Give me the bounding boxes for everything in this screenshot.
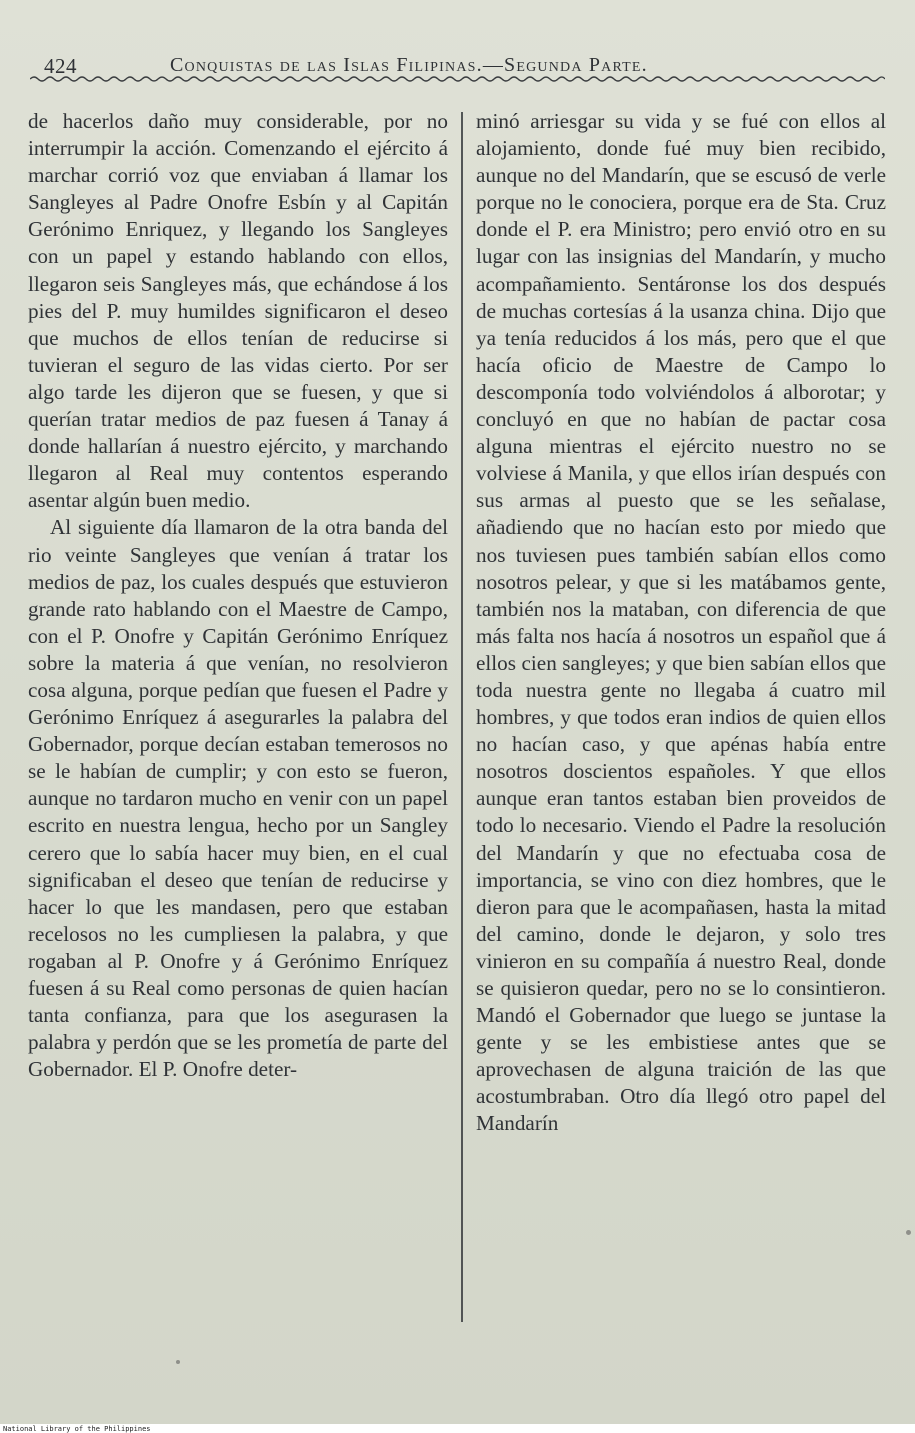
library-credit: National Library of the Philippines <box>3 1425 151 1433</box>
left-text-column <box>28 108 448 1083</box>
scan-speck <box>906 1230 911 1235</box>
page-number: 424 <box>44 54 77 78</box>
column-divider <box>461 112 463 1322</box>
running-title: Conquistas de las Islas Filipinas.—Segunda Parte. <box>170 54 648 76</box>
right-paragraph-1: minó arriesgar su vida y se fué con ellos al alojamiento, donde fué muy bien recibido, aunque no del Mandarín, que se escusó de verle porque no le conociera, porque era de Sta. Cruz donde el P. era Ministro; pero envió otro en su lugar con las insignias del Mandarín, y mucho acompañamiento. Sentáronse los dos después de muchas cortesías á la usanza china. Dijo que ya tenía reducidos á los más, pero que el que hacía oficio de Maestre de Campo lo descomponía todo volviéndolos á alborotar; y concluyó en que no habían de pactar cosa alguna mientras el ejército nuestro no se volviese á Manila, y que ellos irían después con sus armas al puesto que se les señalase, añadiendo que no hacían esto por miedo que nos tuviesen pues también sabían ellos como nosotros pelear, y que si les matábamos gente, también nos la mataban, con diferencia de que más falta nos hacía á nosotros un español que á ellos cien sangleyes; y que bien sabían ellos que toda nuestra gente no llegaba á cuatro mil hombres, y que todos eran indios de quien ellos no hacían caso, y que apénas había entre nosotros doscientos españoles. Y que ellos aunque eran tantos estaban bien proveidos de todo lo necesario. Viendo el Padre la resolución del Mandarín y que no efectuaba cosa de importancia, se vino con diez hombres, que le dieron para que le acompañasen, hasta la mitad del camino, donde le dejaron, y solo tres vinieron en su compañía á nuestro Real, donde se quisieron quedar, pero no se lo consintieron. Mandó el Gobernador que luego se juntase la gente y se les embistiese antes que se aprovechasen de alguna traición de las que acostumbraban. Otro día llegó otro papel del Mandarín <box>476 109 886 1136</box>
left-paragraph-1: de hacerlos daño muy considerable, por no interrumpir la acción. Comenzando el ejército á marchar corrió voz que enviaban á llamar los Sangleyes al Padre Onofre Esbín y al Capitán Gerónimo Enriquez, y llegando los Sangleyes con un papel y estando hablando con ellos, llegaron seis Sangleyes más, que echándose á los pies del P. muy humildes significaron el deseo que muchos de ellos tenían de reducirse si tuvieran el seguro de las vidas cierto. Por ser algo tarde les dijeron que se fuesen, y que si querían tratar medios de paz fuesen á Tanay á donde hallarían á nuestro ejército, y marchando llegaron al Real muy contentos esperando asentar algún buen medio. <box>28 109 448 513</box>
scan-speck <box>176 1360 180 1364</box>
left-paragraph-2: Al siguiente día llamaron de la otra banda del rio veinte Sangleyes que venían á tratar los medios de paz, los cuales después que estuvieron grande rato hablando con el Maestre de Campo, con el P. Onofre y Capitán Gerónimo Enríquez sobre la materia á que venían, no resolvieron cosa alguna, porque pedían que fuesen el Padre y Gerónimo Enríquez á asegurarles la palabra del Gobernador, porque decían estaban temerosos no se le habían de cumplir; y con esto se fueron, aunque no tardaron mucho en venir con un papel escrito en nuestra lengua, hecho por un Sangley cerero que lo sabía hacer muy bien, en el cual significaban el deseo que tenían de reducirse y hacer lo que les mandasen, pero que estaban recelosos no les cumpliesen la palabra, y que rogaban al P. Onofre y á Gerónimo Enríquez fuesen á su Real como personas de quien hacían tanta confianza, para que los asegurasen la palabra y perdón que se les prometía de parte del Gobernador. El P. Onofre deter- <box>28 515 448 1082</box>
wavy-rule-divider <box>30 72 885 86</box>
right-text-column <box>476 108 886 1138</box>
